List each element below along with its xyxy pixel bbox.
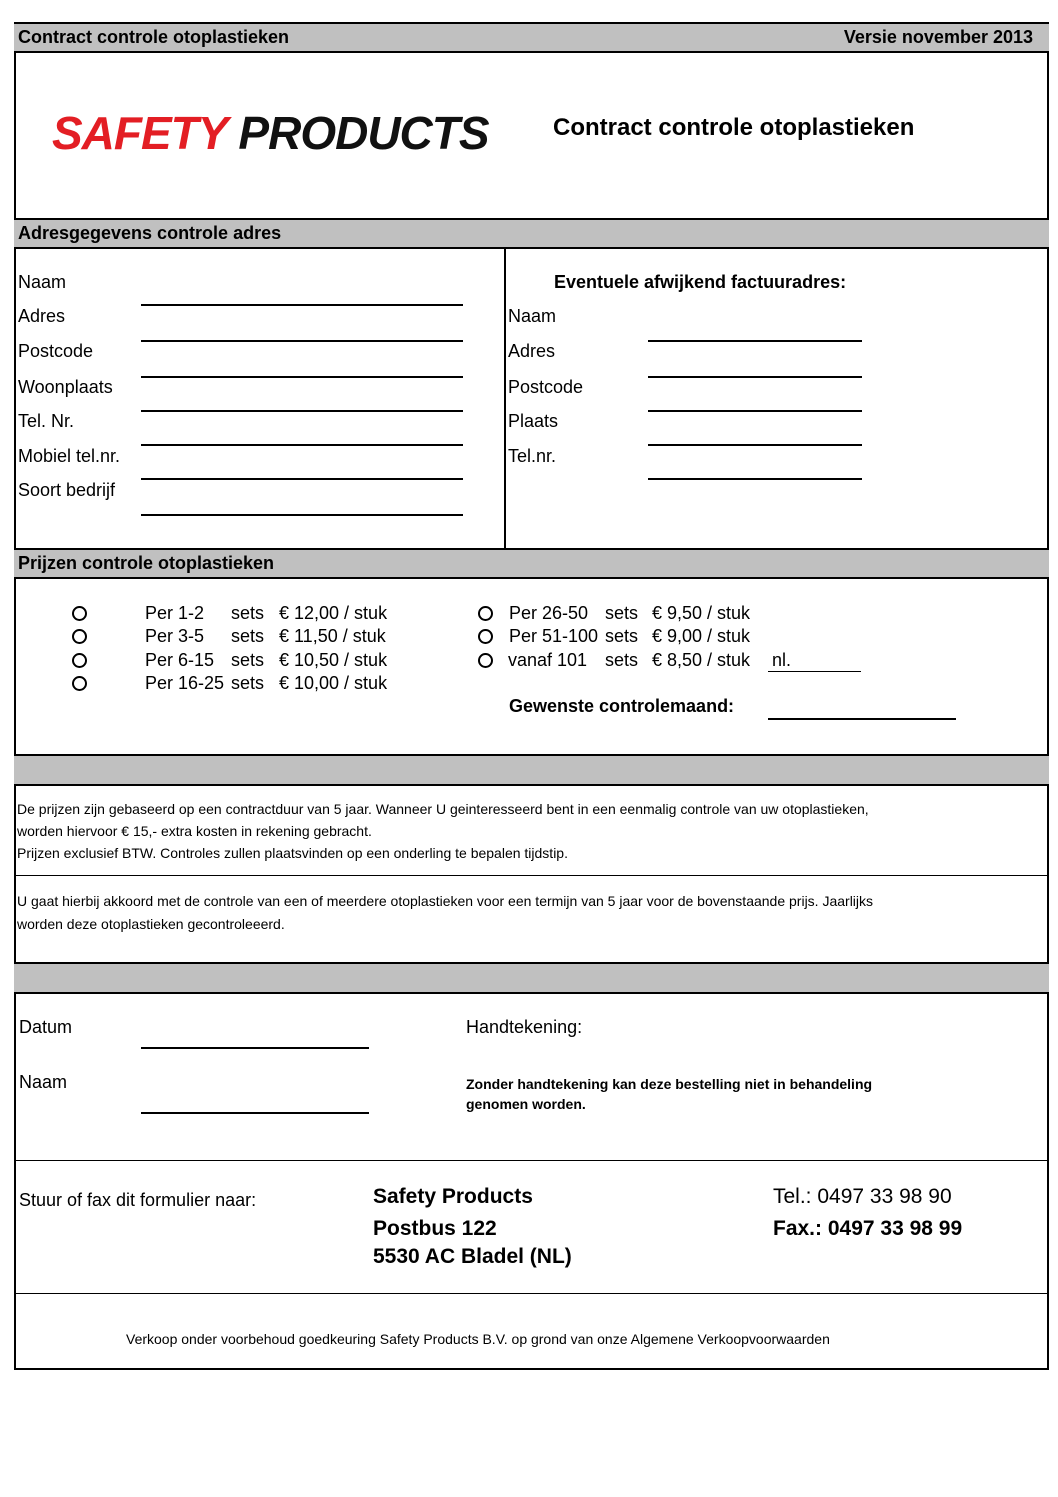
option-radio-3-5[interactable] [72, 629, 87, 644]
option-range: Per 26-50 [509, 603, 589, 623]
prices-section-title: Prijzen controle otoplastieken [18, 553, 275, 573]
safety-products-logo: SAFETY PRODUCTS [52, 107, 489, 159]
quantity-nl-label: nl. [772, 650, 792, 670]
company-city: 5530 AC Bladel (NL) [373, 1245, 572, 1268]
option-radio-101[interactable] [478, 653, 493, 668]
header-title: Contract controle otoplastieken [18, 27, 290, 47]
option-unit: sets [231, 626, 265, 646]
company-fax: Fax.: 0497 33 98 99 [773, 1217, 963, 1240]
date-field[interactable] [141, 1047, 369, 1049]
prices-band [14, 548, 1049, 579]
note-line: Prijzen exclusief BTW. Controles zullen plaatsvinden op een onderling te bepalen tijdstip. [17, 845, 568, 861]
alt-label-adres: Adres [508, 341, 556, 361]
adres-field[interactable] [141, 340, 463, 342]
company-tel: Tel.: 0497 33 98 90 [773, 1185, 952, 1208]
option-unit: sets [605, 626, 639, 646]
address-band [14, 218, 1049, 249]
separator-band [14, 754, 1049, 786]
option-unit: sets [231, 673, 265, 693]
naam-field[interactable] [141, 304, 463, 306]
option-price: € 12,00 / stuk [279, 603, 388, 623]
alt-plaats-field[interactable] [648, 444, 862, 446]
separator-band [14, 962, 1049, 994]
version-label: Versie november 2013 [843, 27, 1033, 47]
option-unit: sets [231, 603, 265, 623]
date-label: Datum [19, 1017, 73, 1037]
note-line: worden hiervoor € 15,- extra kosten in rekening gebracht. [17, 823, 372, 839]
soort-bedrijf-field[interactable] [141, 514, 463, 516]
alt-postcode-field[interactable] [648, 410, 862, 412]
label-mobiel: Mobiel tel.nr. [18, 446, 121, 466]
document-title: Contract controle otoplastieken [553, 114, 915, 141]
option-price: € 10,00 / stuk [279, 673, 388, 693]
option-radio-6-15[interactable] [72, 653, 87, 668]
month-field[interactable] [768, 718, 956, 720]
option-range: vanaf 101 [508, 650, 588, 670]
woonplaats-field[interactable] [141, 410, 463, 412]
option-price: € 8,50 / stuk [652, 650, 751, 670]
address-divider [504, 248, 506, 548]
alt-label-tel: Tel.nr. [508, 446, 557, 466]
label-soort-bedrijf: Soort bedrijf [18, 480, 116, 500]
company-pobox: Postbus 122 [373, 1217, 497, 1240]
postcode-field[interactable] [141, 376, 463, 378]
mobiel-field[interactable] [141, 478, 463, 480]
name-label: Naam [19, 1072, 68, 1092]
signature-warning: Zonder handtekening kan deze bestelling niet in behandeling [466, 1076, 873, 1092]
footer-divider [14, 1293, 1049, 1294]
option-unit: sets [231, 650, 265, 670]
agreement-line: U gaat hierbij akkoord met de controle van een of meerdere otoplastieken voor een termijn van 5 jaar voor de bovenstaande prijs. Jaarlijks [17, 893, 874, 909]
agreement-line: worden deze otoplastieken gecontroleeerd. [17, 916, 285, 932]
name-field[interactable] [141, 1112, 369, 1114]
option-price: € 10,50 / stuk [279, 650, 388, 670]
option-price: € 9,50 / stuk [652, 603, 751, 623]
tel-nr-field[interactable] [141, 444, 463, 446]
label-adres: Adres [18, 306, 66, 326]
quantity-field[interactable] [768, 671, 861, 672]
alt-label-postcode: Postcode [508, 377, 584, 397]
notes-divider [14, 875, 1049, 876]
option-radio-1-2[interactable] [72, 606, 87, 621]
alt-address-title: Eventuele afwijkend factuuradres: [554, 272, 847, 292]
signature-label: Handtekening: [466, 1017, 583, 1037]
label-tel-nr: Tel. Nr. [18, 411, 75, 431]
option-unit: sets [605, 650, 639, 670]
option-radio-16-25[interactable] [72, 676, 87, 691]
note-line: De prijzen zijn gebaseerd op een contractduur van 5 jaar. Wanneer U geinteresseerd bent in een eenmalig controle van uw otoplastieken, [17, 801, 869, 817]
company-name: Safety Products [373, 1185, 533, 1208]
address-section-title: Adresgegevens controle adres [18, 223, 282, 243]
month-label: Gewenste controlemaand: [509, 696, 735, 716]
option-range: Per 1-2 [145, 603, 205, 623]
alt-label-naam: Naam [508, 306, 557, 326]
option-radio-51-100[interactable] [478, 629, 493, 644]
option-range: Per 16-25 [145, 673, 225, 693]
header-band [14, 22, 1049, 53]
option-price: € 9,00 / stuk [652, 626, 751, 646]
contact-divider [14, 1160, 1049, 1161]
send-label: Stuur of fax dit formulier naar: [19, 1190, 257, 1210]
option-price: € 11,50 / stuk [279, 626, 386, 646]
footer-text: Verkoop onder voorbehoud goedkeuring Safety Products B.V. op grond van onze Algemene Verkoopvoorwaarden [126, 1331, 830, 1347]
option-radio-26-50[interactable] [478, 606, 493, 621]
signature-warning: genomen worden. [466, 1096, 586, 1112]
option-range: Per 3-5 [145, 626, 205, 646]
alt-label-plaats: Plaats [508, 411, 559, 431]
label-woonplaats: Woonplaats [18, 377, 113, 397]
option-unit: sets [605, 603, 639, 623]
label-naam: Naam [18, 272, 67, 292]
option-range: Per 51-100 [509, 626, 599, 646]
alt-tel-field[interactable] [648, 478, 862, 480]
label-postcode: Postcode [18, 341, 94, 361]
option-range: Per 6-15 [145, 650, 215, 670]
alt-naam-field[interactable] [648, 340, 862, 342]
alt-adres-field[interactable] [648, 376, 862, 378]
